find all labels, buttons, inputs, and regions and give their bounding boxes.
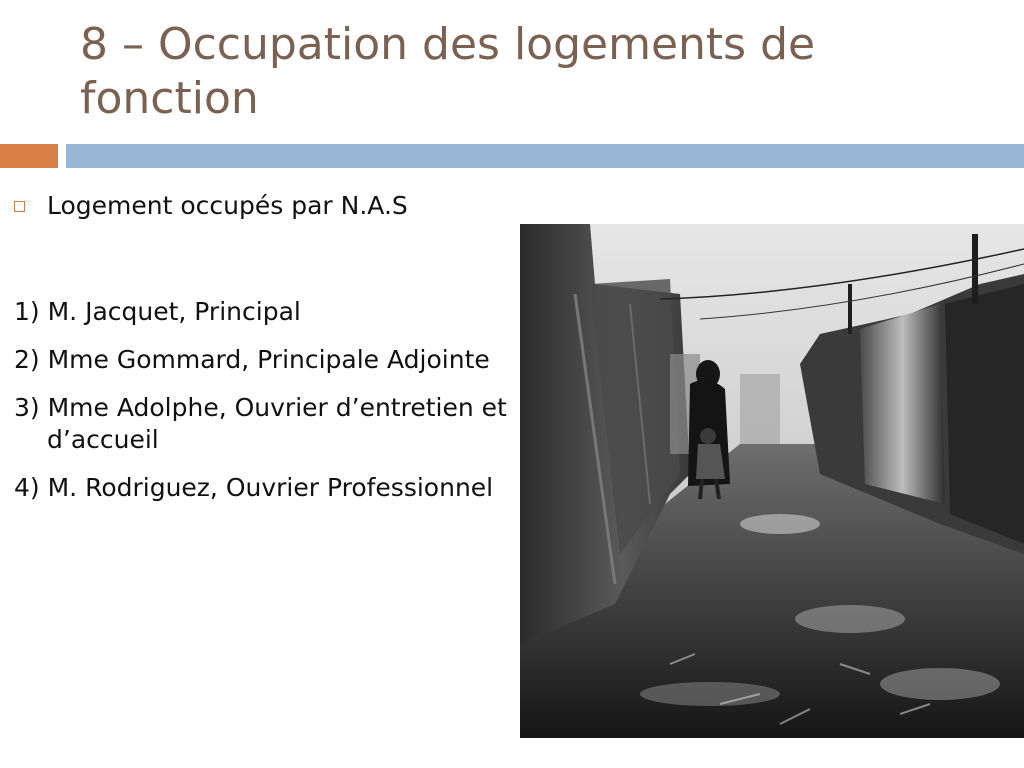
list-item: 2) Mme Gommard, Principale Adjointe [14,345,490,374]
slide-title: 8 – Occupation des logements de fonction [80,19,816,124]
slide-content [0,190,520,520]
square-bullet-icon [14,201,25,212]
list-item: 3) Mme Adolphe, Ouvrier d’entretien et d’accueil [14,393,507,454]
accent-band-orange [0,144,58,168]
list-item: 4) M. Rodriguez, Ouvrier Professionnel [14,473,494,502]
bullet-item [0,190,520,222]
bullet-text: Logement occupés par N.A.S [47,191,408,220]
list-item: 1) M. Jacquet, Principal [14,297,301,326]
accent-band-blue [66,144,1024,168]
shantytown-photo [520,224,1024,738]
shantytown-photo-illustration [520,224,1024,738]
